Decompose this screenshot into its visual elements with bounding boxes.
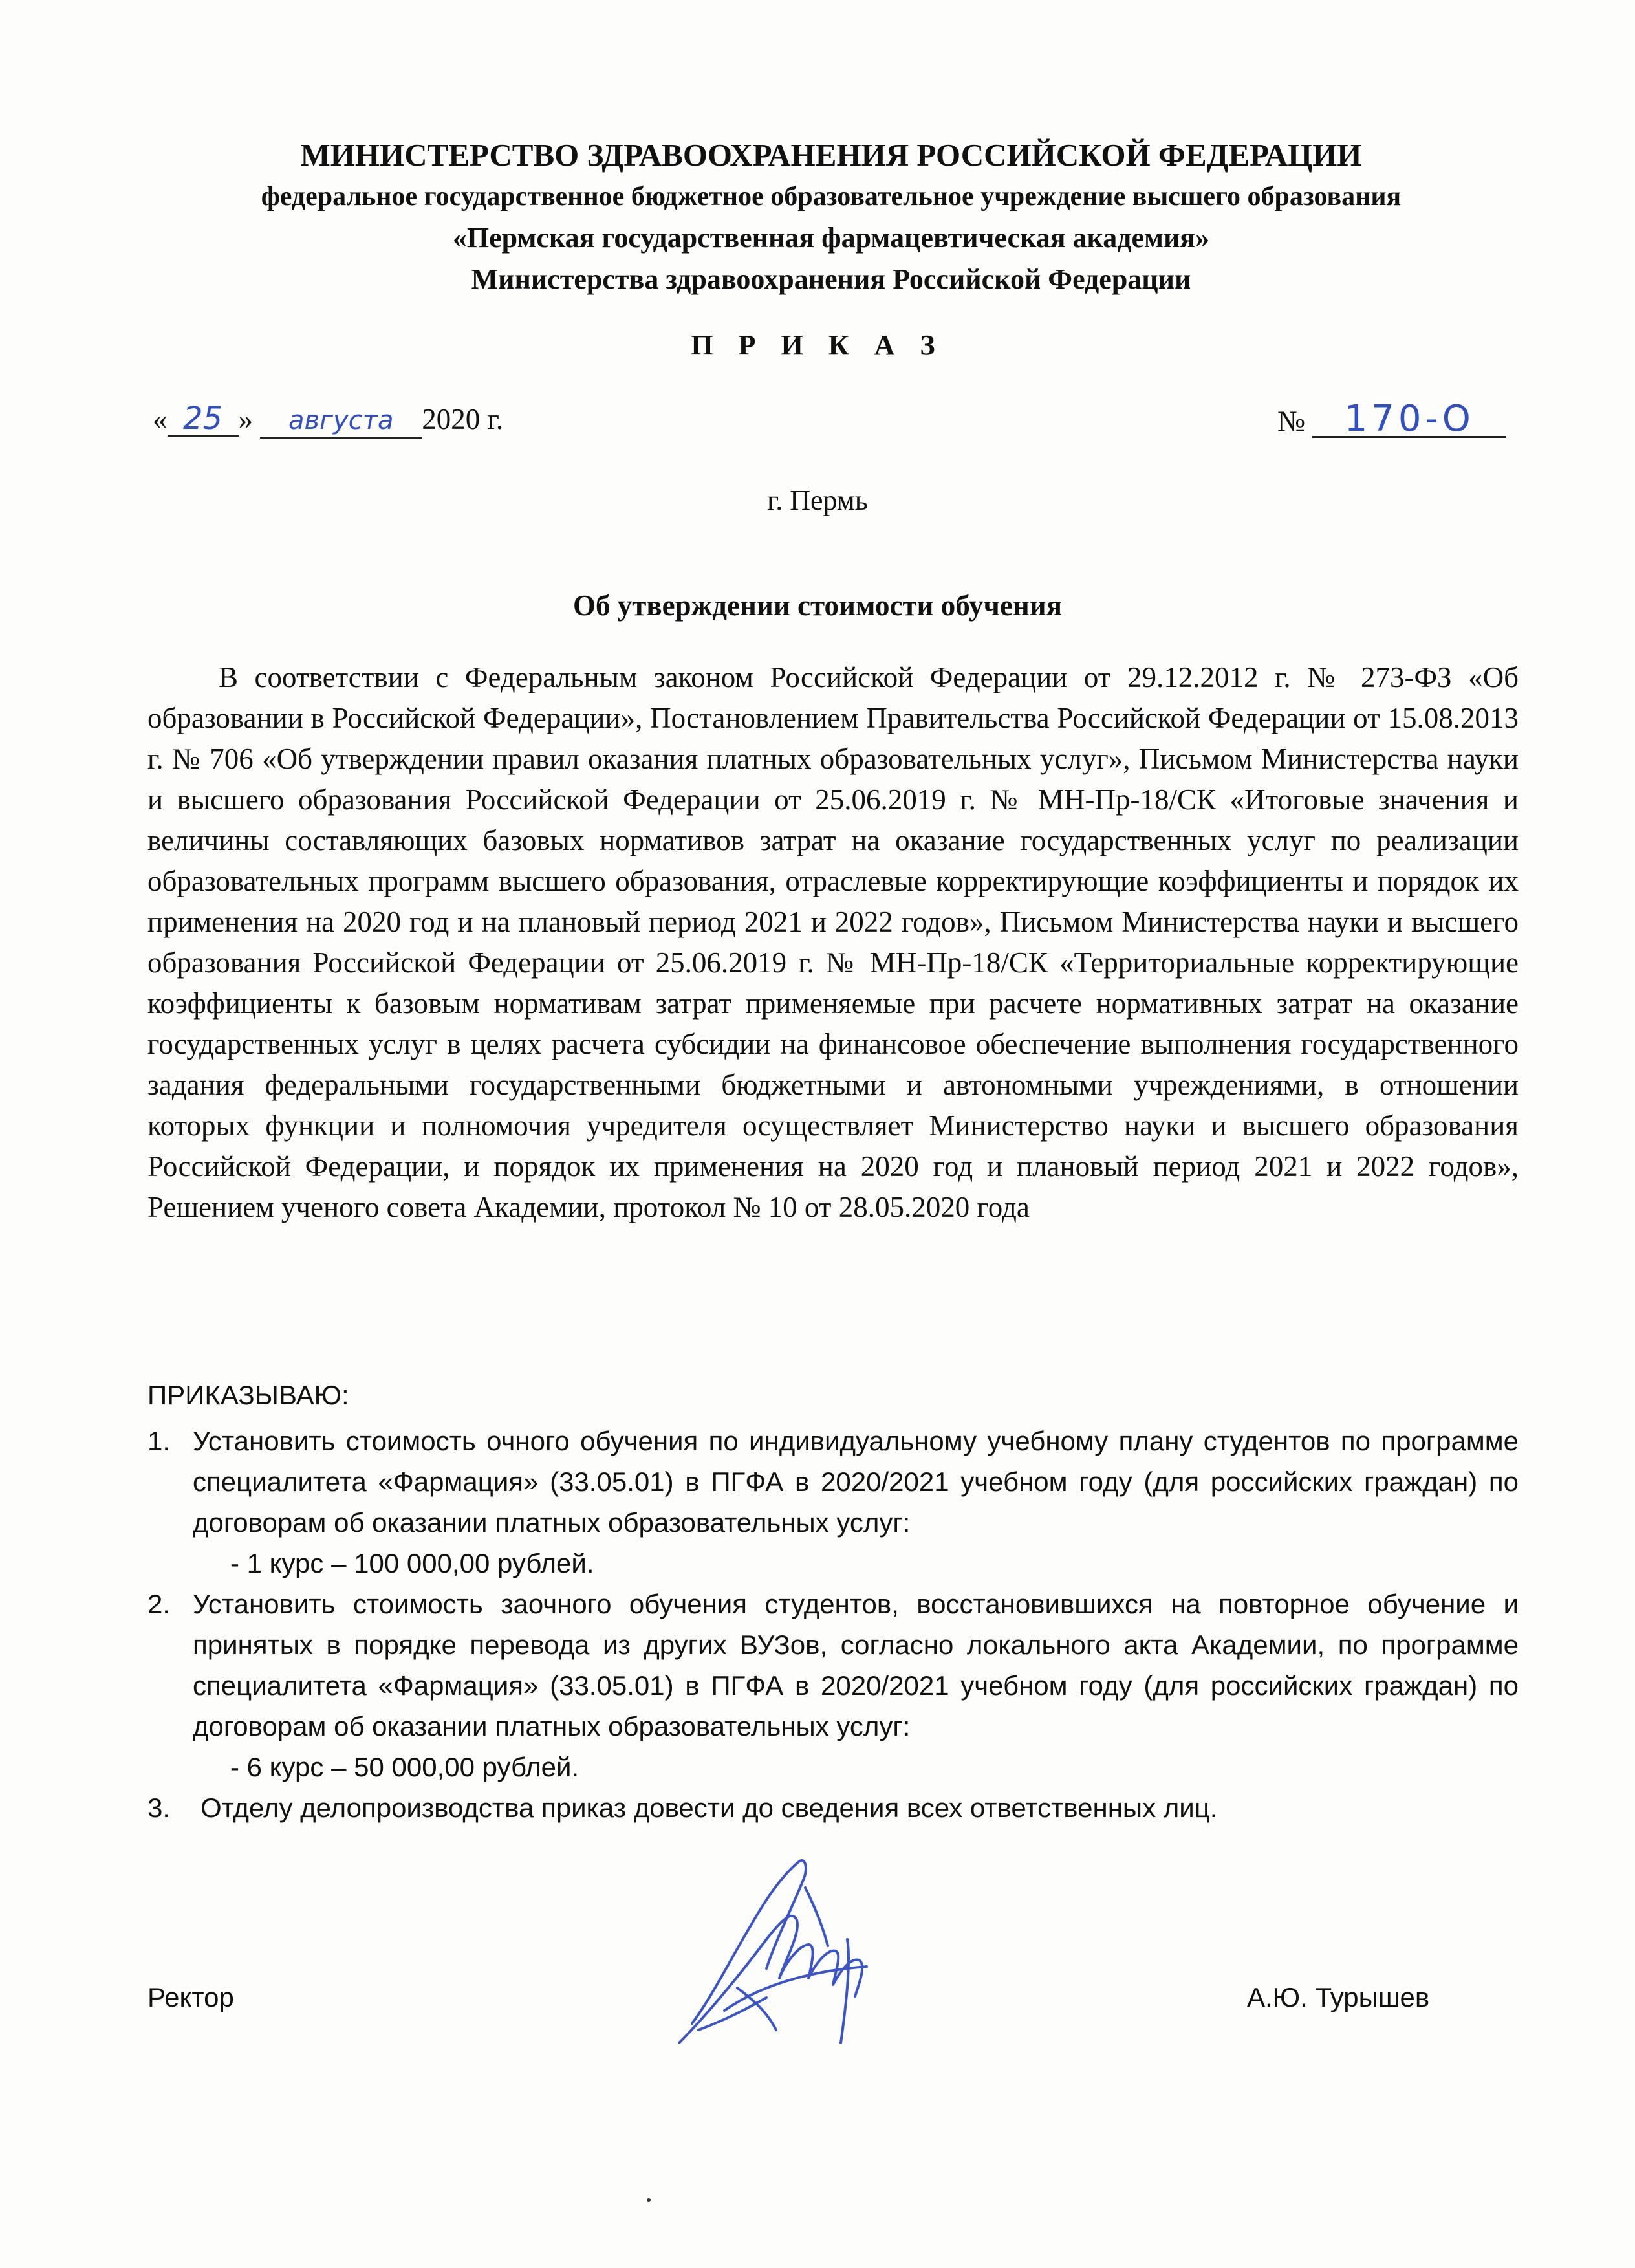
document-header (142, 135, 1520, 300)
order-date (153, 402, 503, 439)
speck-mark (647, 2198, 651, 2202)
date-year: 2020 г. (422, 403, 504, 435)
city: г. Пермь (767, 485, 868, 516)
item-text: Установить стоимость очного обучения по индивидуальному учебному плану студентов по программе специалитета «Фармация» (33.05.01) в ПГФА в 2020/2021 учебном году (для российских граждан) по договорам об оказании платных образовательных услуг: (193, 1426, 1519, 1538)
institution-name: «Пермская государственная фармацевтическая академия» (452, 222, 1210, 254)
date-open-quote: « (153, 403, 168, 435)
directive-heading: ПРИКАЗЫВАЮ: (147, 1380, 349, 1410)
item-text: Отделу делопроизводства приказ довести до сведения всех ответственных лиц. (200, 1793, 1218, 1823)
date-month-handwritten: августа (260, 404, 422, 439)
handwritten-signature (653, 1849, 925, 2062)
date-day-handwritten: 25 (168, 402, 239, 437)
signatory-name: А.Ю. Турышев (1247, 1982, 1430, 2012)
document-type-title: П Р И К А З (691, 329, 944, 361)
order-item-3 (147, 1787, 1519, 1828)
ministry-title: МИНИСТЕРСТВО ЗДРАВООХРАНЕНИЯ РОССИЙСКОЙ ФЕДЕРАЦИИ (300, 137, 1362, 173)
date-close-quote: » (238, 403, 253, 435)
order-subject: Об утверждении стоимости обучения (572, 589, 1063, 622)
item-marker: 1. (147, 1426, 171, 1456)
item-subpoint: - 6 курс – 50 000,00 рублей. (230, 1752, 579, 1782)
order-number-label: № (1277, 405, 1305, 437)
item-subpoint: - 1 курс – 100 000,00 рублей. (230, 1548, 594, 1578)
preamble-paragraph: В соответствии с Федеральным законом Российской Федерации от 29.12.2012 г. № 273-ФЗ «Об образовании в Российской Федерации», Постановлением Правительства Российской Федерации от 15.08.2013 г. № 706 «Об утверждении правил оказания платных образовательных услуг», Письмом Министерства науки и высшего образования Российской Федерации от 25.06.2019 г. № МН-Пр-18/СК «Итоговые значения и величины составляющих базовых нормативов затрат на оказание государственных услуг по реализации образовательных программ высшего образования, отраслевые корректирующие коэффициенты и порядок их применения на 2020 год и на плановый период 2021 и 2022 годов», Письмом Министерства науки и высшего образования Российской Федерации от 25.06.2019 г. № МН-Пр-18/СК «Территориальные корректирующие коэффициенты к базовым нормативам затрат применяемые при расчете нормативных затрат на оказание государственных услуг в целях расчета субсидии на финансовое обеспечение выполнения государственного задания федеральными государственными бюджетными и автономными учреждениями, в отношении которых функции и полномочия учредителя осуществляет Министерство науки и высшего образования Российской Федерации, и порядок их применения на 2020 год и плановый период 2021 и 2022 годов», Решением ученого совета Академии, протокол № 10 от 28.05.2020 года (147, 661, 1519, 1223)
order-number (1277, 398, 1506, 440)
institution-ministry: Министерства здравоохранения Российской Федерации (471, 263, 1191, 295)
order-number-handwritten: 170-О (1312, 402, 1506, 438)
item-text: Установить стоимость заочного обучения студентов, восстановившихся на повторное обучение и принятых в порядке перевода из других ВУЗов, согласно локального акта Академии, по программе специалитета «Фармация» (33.05.01) в ПГФА в 2020/2021 учебном году (для российских граждан) по договорам об оказании платных образовательных услуг: (193, 1589, 1519, 1741)
order-items (147, 1421, 1519, 1828)
item-marker: 3. (147, 1793, 171, 1823)
order-item-2 (147, 1584, 1519, 1787)
institution-type: федеральное государственное бюджетное образовательное учреждение высшего образования (261, 182, 1402, 212)
order-item-1 (147, 1421, 1519, 1584)
item-marker: 2. (147, 1589, 171, 1619)
signatory-position: Ректор (147, 1982, 234, 2012)
